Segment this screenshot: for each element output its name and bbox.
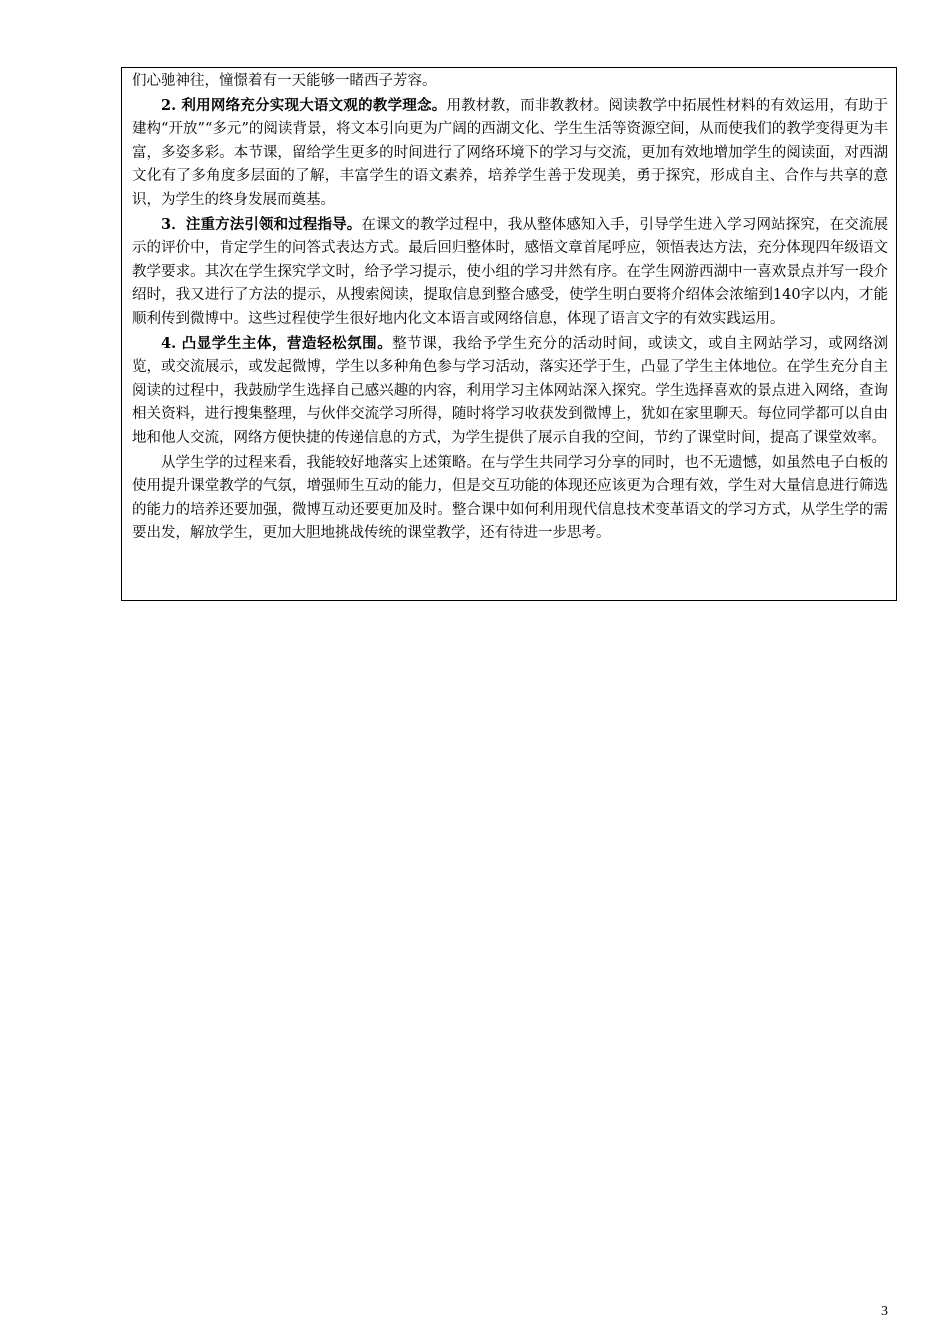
paragraph-2-heading: 2. 利用网络充分实现大语文观的教学理念。 [161, 96, 447, 114]
paragraph-2-text: 用教材教，而非教教材。阅读教学中拓展性材料的有效运用，有助于建构“开放”“多元”的阅读背景，将文本引向更为广阔的西湖文化、学生生活等资源空间，从而使我们的教学变得更为丰富，多姿多彩。本节课，留给学生更多的时间进行了网络环境下的学习与交流，更加有效地增加学生的阅读面，对西湖文化有了多角度多层面的了解，丰富学生的语文素养，培养学生善于发现美，勇于探究，形成自主、合作与共享的意识，为学生的终身发展而奠基。 [132, 97, 888, 208]
paragraph-2 [132, 94, 888, 213]
paragraph-1 [132, 69, 888, 94]
paragraph-4-heading: 4. 凸显学生主体，营造轻松氛围。 [161, 334, 393, 352]
page-number: 3 [881, 1304, 888, 1319]
paragraph-1-text: 们心驰神往，憧憬着有一天能够一睹西子芳容。 [132, 73, 437, 89]
paragraph-3-text: 在课文的教学过程中，我从整体感知入手，引导学生进入学习网站探究，在交流展示的评价中，肯定学生的问答式表达方式。最后回归整体时，感悟文章首尾呼应，领悟表达方法，充分体现四年级语文教学要求。其次在学生探究学文时，给予学习提示，使小组的学习井然有序。在学生网游西湖中一喜欢景点并写一段介绍时，我又进行了方法的提示，从搜索阅读，提取信息到整合感受，使学生明白要将介绍体会浓缩到140字以内，才能顺利传到微博中。这些过程使学生很好地内化文本语言或网络信息，体现了语言文字的有效实践运用。 [132, 216, 888, 327]
paragraph-3-heading: 3．注重方法引领和过程指导。 [161, 215, 362, 233]
paragraph-4 [132, 332, 888, 451]
paragraph-3 [132, 213, 888, 332]
paragraph-4-text: 整节课，我给予学生充分的活动时间，或读文，或自主网站学习，或网络浏览，或交流展示，或发起微博，学生以多种角色参与学习活动，落实还学于生，凸显了学生主体地位。在学生充分自主阅读的过程中，我鼓励学生选择自己感兴趣的内容，利用学习主体网站深入探究。学生选择喜欢的景点进入网络，查询相关资料，进行搜集整理，与伙伴交流学习所得，随时将学习收获发到微博上，犹如在家里聊天。每位同学都可以自由地和他人交流，网络方便快捷的传递信息的方式，为学生提供了展示自我的空间，节约了课堂时间，提高了课堂效率。 [132, 335, 888, 446]
paragraph-5 [132, 451, 888, 546]
paragraph-5-text: 从学生学的过程来看，我能较好地落实上述策略。在与学生共同学习分享的同时，也不无遗憾，如虽然电子白板的使用提升课堂教学的气氛，增强师生互动的能力，但是交互功能的体现还应该更为合理有效，学生对大量信息进行筛选的能力的培养还要加强，微博互动还要更加及时。整合课中如何利用现代信息技术变革语文的学习方式，从学生学的需要出发，解放学生，更加大胆地挑战传统的课堂教学，还有待进一步思考。 [132, 454, 888, 542]
text-box [121, 67, 897, 601]
